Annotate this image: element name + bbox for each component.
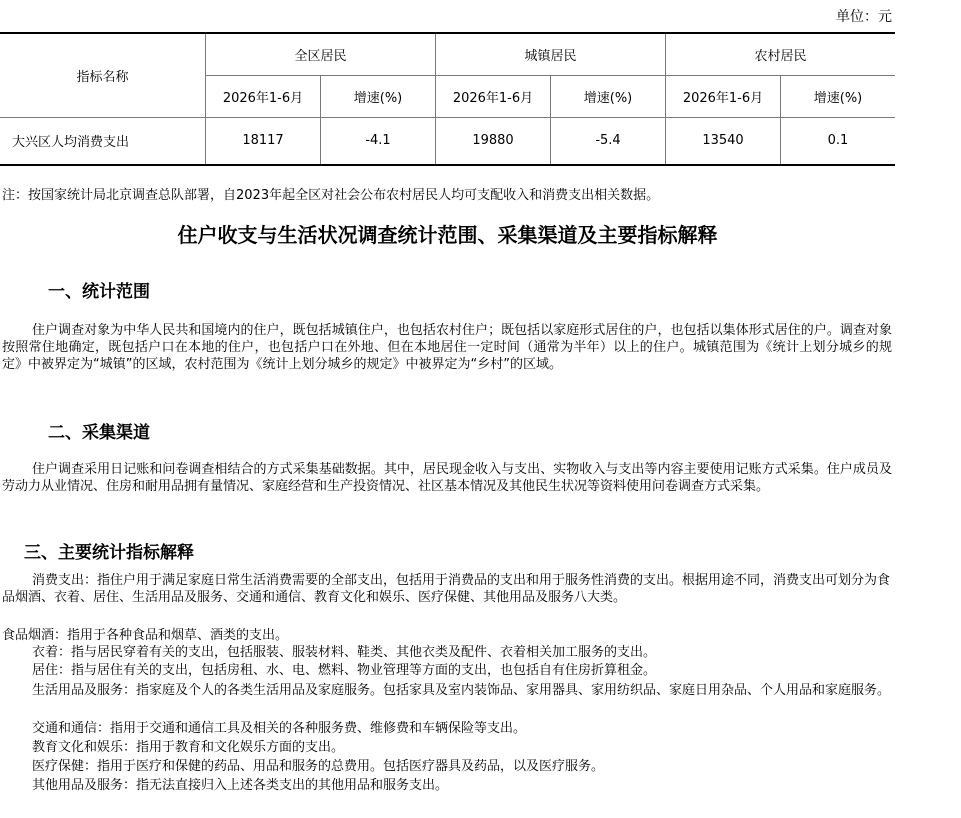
section-text-channels: 住户调查采用日记账和问卷调查相结合的方式采集基础数据。其中，居民现金收入与支出、实物收入与支出等内容主要使用记账方式采集。住户成员及劳动力从业情况、住房和耐用品拥有量情况、家庭经营和生产投资情况、社区基本情况及其他民生状况等资料使用问卷调查方式采集。 <box>2 462 892 494</box>
value-cell: 13540 <box>666 117 781 165</box>
sub-header-growth: 增速(%) <box>781 75 896 117</box>
indicator-other: 其他用品及服务：指无法直接归入上述各类支出的其他用品和服务支出。 <box>32 778 449 793</box>
section-heading-indicators: 三、主要统计指标解释 <box>24 543 194 563</box>
value-cell: 19880 <box>436 117 551 165</box>
section-text-scope: 住户调查对象为中华人民共和国境内的住户，既包括城镇住户，也包括农村住户；既包括以家庭形式居住的户，也包括以集体形式居住的户。调查对象按照常住地确定，既包括户口在本地的住户，也包括户口在外地、但在本地居住一定时间（通常为半年）以上的住户。城镇范围为《统计上划分城乡的规定》中被界定为“城镇”的区域，农村范围为《统计上划分城乡的规定》中被界定为“乡村”的区域。 <box>2 323 892 372</box>
sub-header-growth: 增速(%) <box>551 75 666 117</box>
indicator-transport: 交通和通信：指用于交通和通信工具及相关的各种服务费、维修费和车辆保险等支出。 <box>32 721 527 736</box>
sub-header-period: 2026年1-6月 <box>436 75 551 117</box>
indicator-clothing: 衣着：指与居民穿着有关的支出，包括服装、服装材料、鞋类、其他衣类及配件、衣着相关加工服务的支出。 <box>32 645 657 660</box>
value-cell: -4.1 <box>321 117 436 165</box>
sub-header-period: 2026年1-6月 <box>206 75 321 117</box>
value-cell: 18117 <box>206 117 321 165</box>
sub-header-period: 2026年1-6月 <box>666 75 781 117</box>
group-header-rural: 农村居民 <box>666 33 896 75</box>
section-heading-channels: 二、采集渠道 <box>48 423 150 443</box>
value-cell: -5.4 <box>551 117 666 165</box>
indicator-education: 教育文化和娱乐：指用于教育和文化娱乐方面的支出。 <box>32 740 345 755</box>
unit-label: 单位：元 <box>836 9 892 25</box>
indicator-consumption: 消费支出：指住户用于满足家庭日常生活消费需要的全部支出，包括用于消费品的支出和用于服务性消费的支出。根据用途不同，消费支出可划分为食品烟酒、衣着、居住、生活用品及服务、交通和通信、教育文化和娱乐、医疗保健、其他用品及服务八大类。 <box>2 573 891 605</box>
section-heading-scope: 一、统计范围 <box>48 282 150 302</box>
row-label: 大兴区人均消费支出 <box>0 117 206 165</box>
indicator-healthcare: 医疗保健：指用于医疗和保健的药品、用品和服务的总费用。包括医疗器具及药品，以及医疗服务。 <box>32 759 605 774</box>
consumption-table <box>0 32 895 166</box>
indicator-food: 食品烟酒：指用于各种食品和烟草、酒类的支出。 <box>2 628 289 643</box>
indicator-header: 指标名称 <box>0 33 206 117</box>
group-header-all: 全区居民 <box>206 33 436 75</box>
table-row <box>0 117 895 165</box>
sub-header-growth: 增速(%) <box>321 75 436 117</box>
value-cell: 0.1 <box>781 117 896 165</box>
table-note: 注：按国家统计局北京调查总队部署，自2023年起全区对社会公布农村居民人均可支配收入和消费支出相关数据。 <box>2 188 660 203</box>
indicator-housing: 居住：指与居住有关的支出，包括房租、水、电、燃料、物业管理等方面的支出，也包括自有住房折算租金。 <box>32 663 657 678</box>
group-header-urban: 城镇居民 <box>436 33 666 75</box>
indicator-household-goods: 生活用品及服务：指家庭及个人的各类生活用品及家庭服务。包括家具及室内装饰品、家用器具、家用纺织品、家庭日用杂品、个人用品和家庭服务。 <box>32 683 891 698</box>
page-title: 住户收支与生活状况调查统计范围、采集渠道及主要指标解释 <box>177 223 718 247</box>
